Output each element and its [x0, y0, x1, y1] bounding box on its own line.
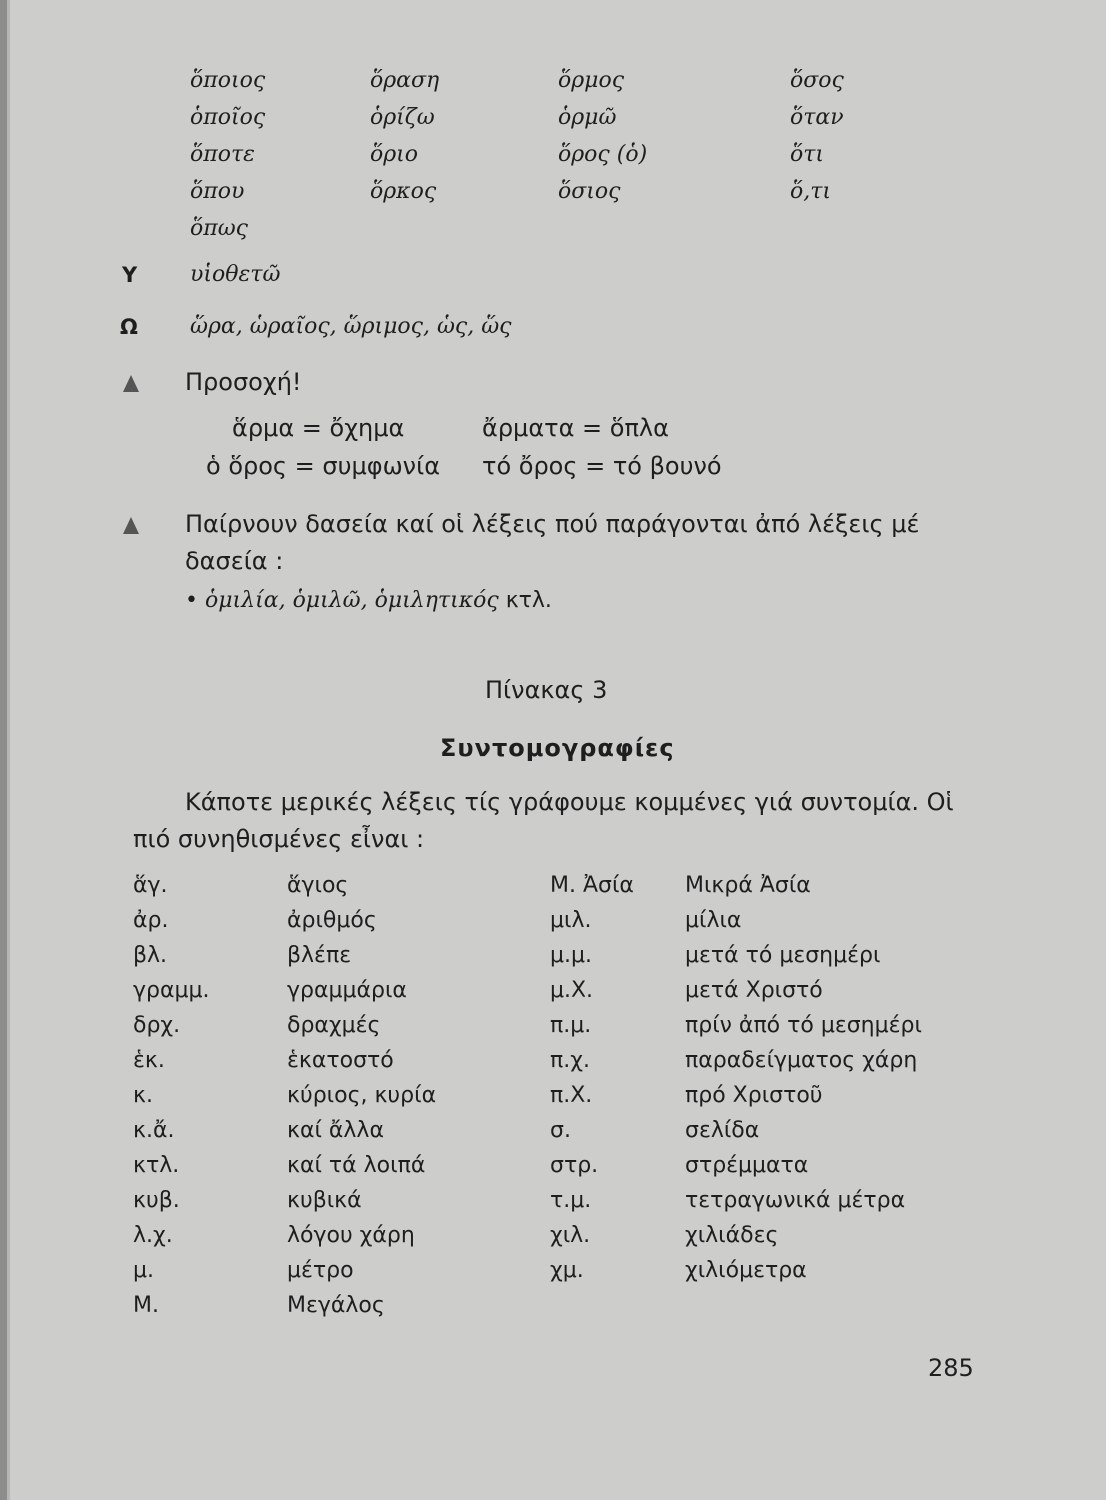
abbr-meaning: ἀριθμός	[287, 908, 377, 933]
abbr-item: ἅγ.	[133, 873, 168, 898]
word-item: ὁρμῶ	[558, 105, 617, 130]
abbr-meaning: μέτρο	[287, 1258, 354, 1283]
word-item: ὅριο	[370, 142, 419, 167]
abbr-item: βλ.	[133, 943, 168, 968]
abbr-right-meanings	[685, 868, 922, 1288]
word-column-2	[370, 62, 439, 210]
word-column-3	[558, 62, 647, 210]
abbr-item: κ.ἄ.	[133, 1118, 175, 1143]
bullet-icon: •	[185, 588, 198, 613]
abbr-item: π.Χ.	[550, 1083, 593, 1108]
abbr-item: π.μ.	[550, 1013, 592, 1038]
rule-example-suffix: κτλ.	[505, 588, 552, 613]
word-item: ὅπου	[190, 179, 245, 204]
abbr-meaning: καί ἄλλα	[287, 1118, 384, 1143]
word-item: ὅ,τι	[790, 179, 832, 204]
abbr-item: κυβ.	[133, 1188, 180, 1213]
word-column-1	[190, 62, 265, 247]
attention-example-right: τό ὄρος = τό βουνό	[482, 452, 722, 480]
page-spine	[0, 0, 7, 1500]
rule-line-2: δασεία :	[185, 547, 284, 575]
abbr-item: κτλ.	[133, 1153, 180, 1178]
abbr-meaning: ἅγιος	[287, 873, 349, 898]
letter-upsilon-words: υἱοθετῶ	[190, 262, 281, 287]
abbr-item: χμ.	[550, 1258, 584, 1283]
warning-triangle-icon	[123, 375, 139, 392]
abbr-item: τ.μ.	[550, 1188, 592, 1213]
abbr-item: κ.	[133, 1083, 153, 1108]
rule-example	[185, 588, 552, 613]
word-item: ὅρος (ὁ)	[558, 142, 648, 167]
abbr-meaning: χιλιόμετρα	[685, 1258, 807, 1283]
abbr-right-column	[550, 868, 634, 1288]
abbr-item: Μ. Ἀσία	[550, 873, 634, 898]
abbr-meaning: κύριος, κυρία	[287, 1083, 437, 1108]
abbr-meaning: γραμμάρια	[287, 978, 407, 1003]
word-item: ὁρίζω	[370, 105, 435, 130]
word-item: ὅρμος	[558, 68, 625, 93]
abbr-item: μιλ.	[550, 908, 592, 933]
word-item: ὅρκος	[370, 179, 437, 204]
word-item: ὅποιος	[190, 68, 266, 93]
abbr-meaning: σελίδα	[685, 1118, 760, 1143]
abbr-item: γραμμ.	[133, 978, 210, 1003]
page-spine-shadow	[7, 0, 10, 1500]
section-title: Συντομογραφίες	[440, 734, 675, 762]
abbr-meaning: Μεγάλος	[287, 1293, 385, 1318]
word-item: ὅραση	[370, 68, 440, 93]
abbr-left-meanings	[287, 868, 436, 1323]
abbr-item: στρ.	[550, 1153, 599, 1178]
letter-upsilon: Υ	[122, 263, 138, 287]
abbr-meaning: βλέπε	[287, 943, 352, 968]
attention-title: Προσοχή!	[185, 368, 302, 396]
abbr-item: ἀρ.	[133, 908, 169, 933]
attention-example-left: ὁ ὅρος = συμφωνία	[206, 452, 441, 480]
abbr-item: σ.	[550, 1118, 571, 1143]
word-item: ὁποῖος	[190, 105, 266, 130]
page-number: 285	[928, 1354, 974, 1382]
abbr-item: ἑκ.	[133, 1048, 165, 1073]
abbr-meaning: τετραγωνικά μέτρα	[685, 1188, 906, 1213]
abbr-meaning: καί τά λοιπά	[287, 1153, 426, 1178]
abbr-meaning: ἑκατοστό	[287, 1048, 394, 1073]
abbr-meaning: κυβικά	[287, 1188, 362, 1213]
abbr-item: μ.Χ.	[550, 978, 594, 1003]
letter-omega-words: ὥρα, ὡραῖος, ὥριμος, ὡς, ὥς	[190, 314, 512, 339]
abbr-meaning: πρό Χριστοῦ	[685, 1083, 823, 1108]
abbr-left-column	[133, 868, 209, 1323]
abbr-meaning: λόγου χάρη	[287, 1223, 415, 1248]
abbr-item: μ.	[133, 1258, 154, 1283]
letter-omega: Ω	[120, 315, 138, 339]
word-column-4	[790, 62, 844, 210]
intro-line-2: πιό συνηθισμένες εἶναι :	[133, 825, 425, 853]
word-item: ὅτι	[790, 142, 825, 167]
abbr-meaning: χιλιάδες	[685, 1223, 779, 1248]
abbr-item: μ.μ.	[550, 943, 592, 968]
intro-line-1: Κάποτε μερικές λέξεις τίς γράφουμε κομμένες γιά συντομία. Οἱ	[185, 788, 954, 816]
word-item: ὅσος	[790, 68, 844, 93]
rule-line-1: Παίρνουν δασεία καί οἱ λέξεις πού παράγονται ἀπό λέξεις μέ	[185, 510, 920, 538]
abbr-meaning: μετά Χριστό	[685, 978, 823, 1003]
rule-example-words: ὁμιλία, ὁμιλῶ, ὁμιλητικός	[204, 588, 499, 613]
word-item: ὅποτε	[190, 142, 255, 167]
table-label: Πίνακας 3	[485, 676, 608, 704]
abbr-meaning: μίλια	[685, 908, 742, 933]
abbr-meaning: μετά τό μεσημέρι	[685, 943, 881, 968]
abbr-meaning: δραχμές	[287, 1013, 381, 1038]
abbr-item: χιλ.	[550, 1223, 591, 1248]
abbr-item: λ.χ.	[133, 1223, 173, 1248]
abbr-item: π.χ.	[550, 1048, 590, 1073]
word-item: ὅταν	[790, 105, 844, 130]
warning-triangle-icon	[123, 517, 139, 534]
abbr-item: Μ.	[133, 1293, 159, 1318]
attention-example-left: ἅρμα = ὄχημα	[232, 414, 405, 442]
attention-example-right: ἄρματα = ὅπλα	[482, 414, 669, 442]
abbr-meaning: στρέμματα	[685, 1153, 809, 1178]
word-item: ὅσιος	[558, 179, 621, 204]
abbr-item: δρχ.	[133, 1013, 181, 1038]
word-item: ὅπως	[190, 216, 248, 241]
abbr-meaning: πρίν ἀπό τό μεσημέρι	[685, 1013, 922, 1038]
abbr-meaning: παραδείγματος χάρη	[685, 1048, 918, 1073]
abbr-meaning: Μικρά Ἀσία	[685, 873, 811, 898]
